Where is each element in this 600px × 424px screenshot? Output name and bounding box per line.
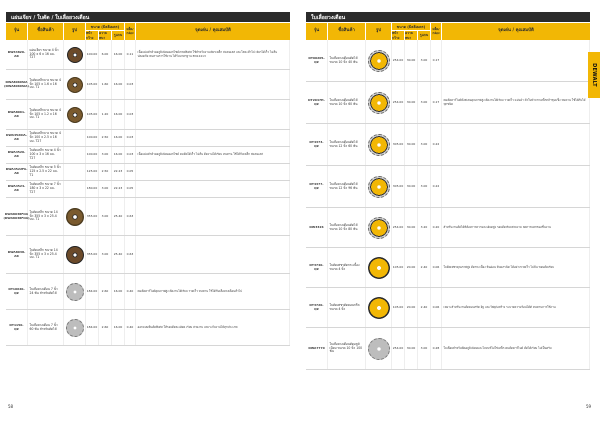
- grinding-disc-image: [67, 47, 83, 63]
- left-page-number: 58: [8, 404, 14, 409]
- table-row: DT4377-QZ ใบเลื่อยวงเดือนตัดไม้ ขนาด 12 นิ้ว 96 ฟัน 305.00 30.00 3.00 0.22: [306, 166, 590, 208]
- header-bore: รูแกน: [419, 33, 429, 37]
- table-row: DT2047H-QZ ใบเลื่อยวงเดือนตัดไม้ ขนาด 10 นิ้ว 60 ฟัน 254.00 30.00 3.00 0.17 คมตัดคาร์ไบด์ทังสเตนคุณภาพสูง ตัดงานได้เรียบ รวดเร็ว แม่นยำ ตัวใบทำจากเหล็กกล้าชุบแข็ง ทนทาน ใช้ได้กับไม้ทุกชนิด: [306, 82, 590, 124]
- header-sku: รุ่น: [6, 23, 28, 40]
- header-image: รูป: [366, 23, 392, 40]
- diamond-blade-image: [368, 257, 390, 279]
- right-page-number: 59: [586, 404, 592, 409]
- header-size: ขนาด (มิลลิเมตร): [392, 23, 430, 31]
- table-row: DWA8038-AR ใบตัดเหล็ก ขนาด 14 นิ้ว 355 x 3 x 25.4 มม. T1 355.00 3.00 25.40 0.63: [6, 236, 290, 274]
- table-row: DWA4520IA-AR ใบตัดเหล็กบาง ขนาด 4 นิ้ว 100 x 2.5 x 16 มม. T27 100.00 2.50 16.00 0.03: [6, 130, 290, 147]
- left-table-body: [3, 40, 290, 346]
- header-size-group: [392, 23, 431, 40]
- table-row: DWA7770 ใบเลื่อยวงเดือนตัดอลูมิเนียม ขนาด 10 นิ้ว 100 ฟัน 254.00 30.00 3.00 0.28 ใบเลื่อยสำหรับตัดอลูมิเนียมและโลหะที่ไม่ใช่เหล็ก คมตัดคาร์ไบด์ ตัดได้เรียบ ไม่เป็นครีบ: [306, 328, 590, 370]
- header-bore: รูแกน: [113, 33, 123, 37]
- header-thickness: ความหนา: [405, 31, 418, 40]
- left-page: [3, 12, 290, 346]
- saw-blade-image: [368, 176, 390, 198]
- left-table-header: [6, 23, 290, 40]
- right-section-title: ใบเลื่อยวงเดือน: [306, 12, 590, 22]
- cutting-disc-image: [66, 246, 84, 264]
- table-row: DW3326 ใบเลื่อยวงเดือนตัดไม้ ขนาด 10 นิ้ว 80 ฟัน 254.00 30.00 3.20 0.20 สำหรับงานตัดไม้ที่ต้องการความละเอียดสูง รอยตัดเรียบสวยงาม ลดการแตกของชิ้นงาน: [306, 208, 590, 248]
- saw-blade-image: [368, 217, 390, 239]
- table-row: DWA8060SIA (DWA8060SIA) ใบตัดเหล็กบาง ขนาด 4 นิ้ว 105 x 1.6 x 16 มม. T1 105.00 1.60 16.00 0.03: [6, 70, 290, 100]
- table-row: DT3720-QZ ใบตัดเพชรตัดคอนกรีต ขนาด 4 นิ้ว 105.00 20.00 2.40 0.06 เหมาะสำหรับงานตัดคอนกรีต อิฐ และวัสดุก่อสร้าง ระบายความร้อนได้ดี ทนทานการใช้งาน: [306, 288, 590, 328]
- header-name: ชื่อสินค้า: [28, 23, 64, 40]
- saw-blade-image: [66, 283, 84, 301]
- header-sku: รุ่น: [306, 23, 328, 40]
- cutting-disc-image: [66, 208, 84, 226]
- table-row: DWA4522FA-AR ใบตัดเหล็ก ขนาด 5 นิ้ว 125 x 2.5 x 22 มม. T1 125.00 2.50 22.23 0.05: [6, 164, 290, 181]
- cutting-disc-image: [67, 77, 83, 93]
- header-features: จุดเด่น / คุณสมบัติ: [498, 28, 534, 34]
- table-row: DT90205-QZ ใบเลื่อยวงเดือนตัดไม้ ขนาด 10 นิ้ว 40 ฟัน 254.00 30.00 3.00 0.17: [306, 40, 590, 82]
- right-page: [306, 12, 590, 370]
- right-table-header: [306, 23, 590, 40]
- table-row: DWA8061-AR ใบตัดเหล็กบาง ขนาด 4 นิ้ว 105 x 1.2 x 16 มม. T1 105.00 1.20 16.00 0.03: [6, 100, 290, 130]
- table-row: DW44820-AR แผ่นเจียร ขนาด 4 นิ้ว 100 x 6 x 16 มม. T27 100.00 6.00 16.00 0.11 เนื้อแผ่นทำด้วยอลูมิเนียมออกไซด์เกรดพิเศษ ใช้สำหรับงานเจียรเหล็ก สแตนเลส และโลหะทั่วไป เจียรได้เร็ว ไม่สั่น ปลอดภัย ทนทานการใช้งาน ได้รับมาตรฐาน EN12413: [6, 40, 290, 70]
- saw-blade-image: [368, 92, 390, 114]
- header-pack: แพ็ค/กล่อง: [431, 23, 442, 40]
- table-row: DWA4524-AR ใบตัดเหล็ก ขนาด 7 นิ้ว 180 x 3 x 22 มม. T27 180.00 3.00 22.23 0.05: [6, 181, 290, 198]
- saw-blade-image: [368, 338, 390, 360]
- left-section-title: แผ่นเจียร / ใบตัด / ใบเลื่อยวงเดือน: [6, 12, 290, 22]
- table-row: DT1150-QZ ใบเลื่อยวงเดือน 7 นิ้ว 60 ฟัน สำหรับตัดไม้ 184.00 2.60 16.00 0.40 ออกแบบฟันตัดพิเศษ ให้รอยตัดละเอียด เรียบ สวยงาม เหมาะกับงานไม้ทุกประเภท: [6, 310, 290, 346]
- table-row: DWA4520-AR ใบตัดเหล็ก ขนาด 4 นิ้ว 100 x 3 x 16 มม. T27 100.00 3.00 16.00 0.03 เนื้อแผ่นทำด้วยอลูมิเนียมออกไซด์ คมตัดได้เร็ว ไม่สั่น ตัดงานได้เรียบ ทนทาน ใช้ได้กับเหล็ก สแตนเลส: [6, 147, 290, 164]
- header-width: หน้ากว้าง: [392, 31, 405, 40]
- header-size-group: [86, 23, 125, 40]
- diamond-blade-image: [368, 297, 390, 319]
- header-pack: แพ็ค/กล่อง: [125, 23, 136, 40]
- header-size: ขนาด (มิลลิเมตร): [86, 23, 124, 31]
- saw-blade-image: [66, 319, 84, 337]
- header-name: ชื่อสินค้า: [328, 23, 366, 40]
- header-image: รูป: [64, 23, 86, 40]
- header-features: จุดเด่น / คุณสมบัติ: [195, 28, 231, 34]
- right-table-body: [306, 40, 590, 370]
- saw-blade-image: [368, 134, 390, 156]
- brand-side-tab: [588, 52, 600, 98]
- header-thickness: ความหนา: [99, 31, 112, 40]
- table-row: DT10620-QZ ใบเลื่อยวงเดือน 7 นิ้ว 24 ฟัน สำหรับตัดไม้ 184.00 2.60 16.00 0.40 คมตัดคาร์ไบด์คุณภาพสูง ตัดงานได้เรียบ รวดเร็ว ทนทาน ใช้ได้กับเลื่อยวงเดือนทั่วไป: [6, 274, 290, 310]
- cutting-disc-image: [67, 107, 83, 123]
- brand-logo: DEWALT: [591, 63, 598, 87]
- header-width: หน้ากว้าง: [86, 31, 99, 40]
- saw-blade-image: [368, 50, 390, 72]
- table-row: DT3740-QZ ใบตัดเพชรตัดกระเบื้อง ขนาด 4 นิ้ว 105.00 20.00 2.40 0.06 ใบตัดเพชรคุณภาพสูง ตัดกระเบื้อง หินอ่อน หินแกรนิต ได้อย่างรวดเร็ว ไม่บิ่น ขอบตัดเรียบ: [306, 248, 590, 288]
- table-row: DT4373-QZ ใบเลื่อยวงเดือนตัดไม้ ขนาด 12 นิ้ว 60 ฟัน 305.00 30.00 3.00 0.22: [306, 124, 590, 166]
- table-row: DWA8038FOA (DWA8038FOA) ใบตัดเหล็ก ขนาด 14 นิ้ว 355 x 3 x 25.4 มม. T1 355.00 3.00 25.40 0.63: [6, 198, 290, 236]
